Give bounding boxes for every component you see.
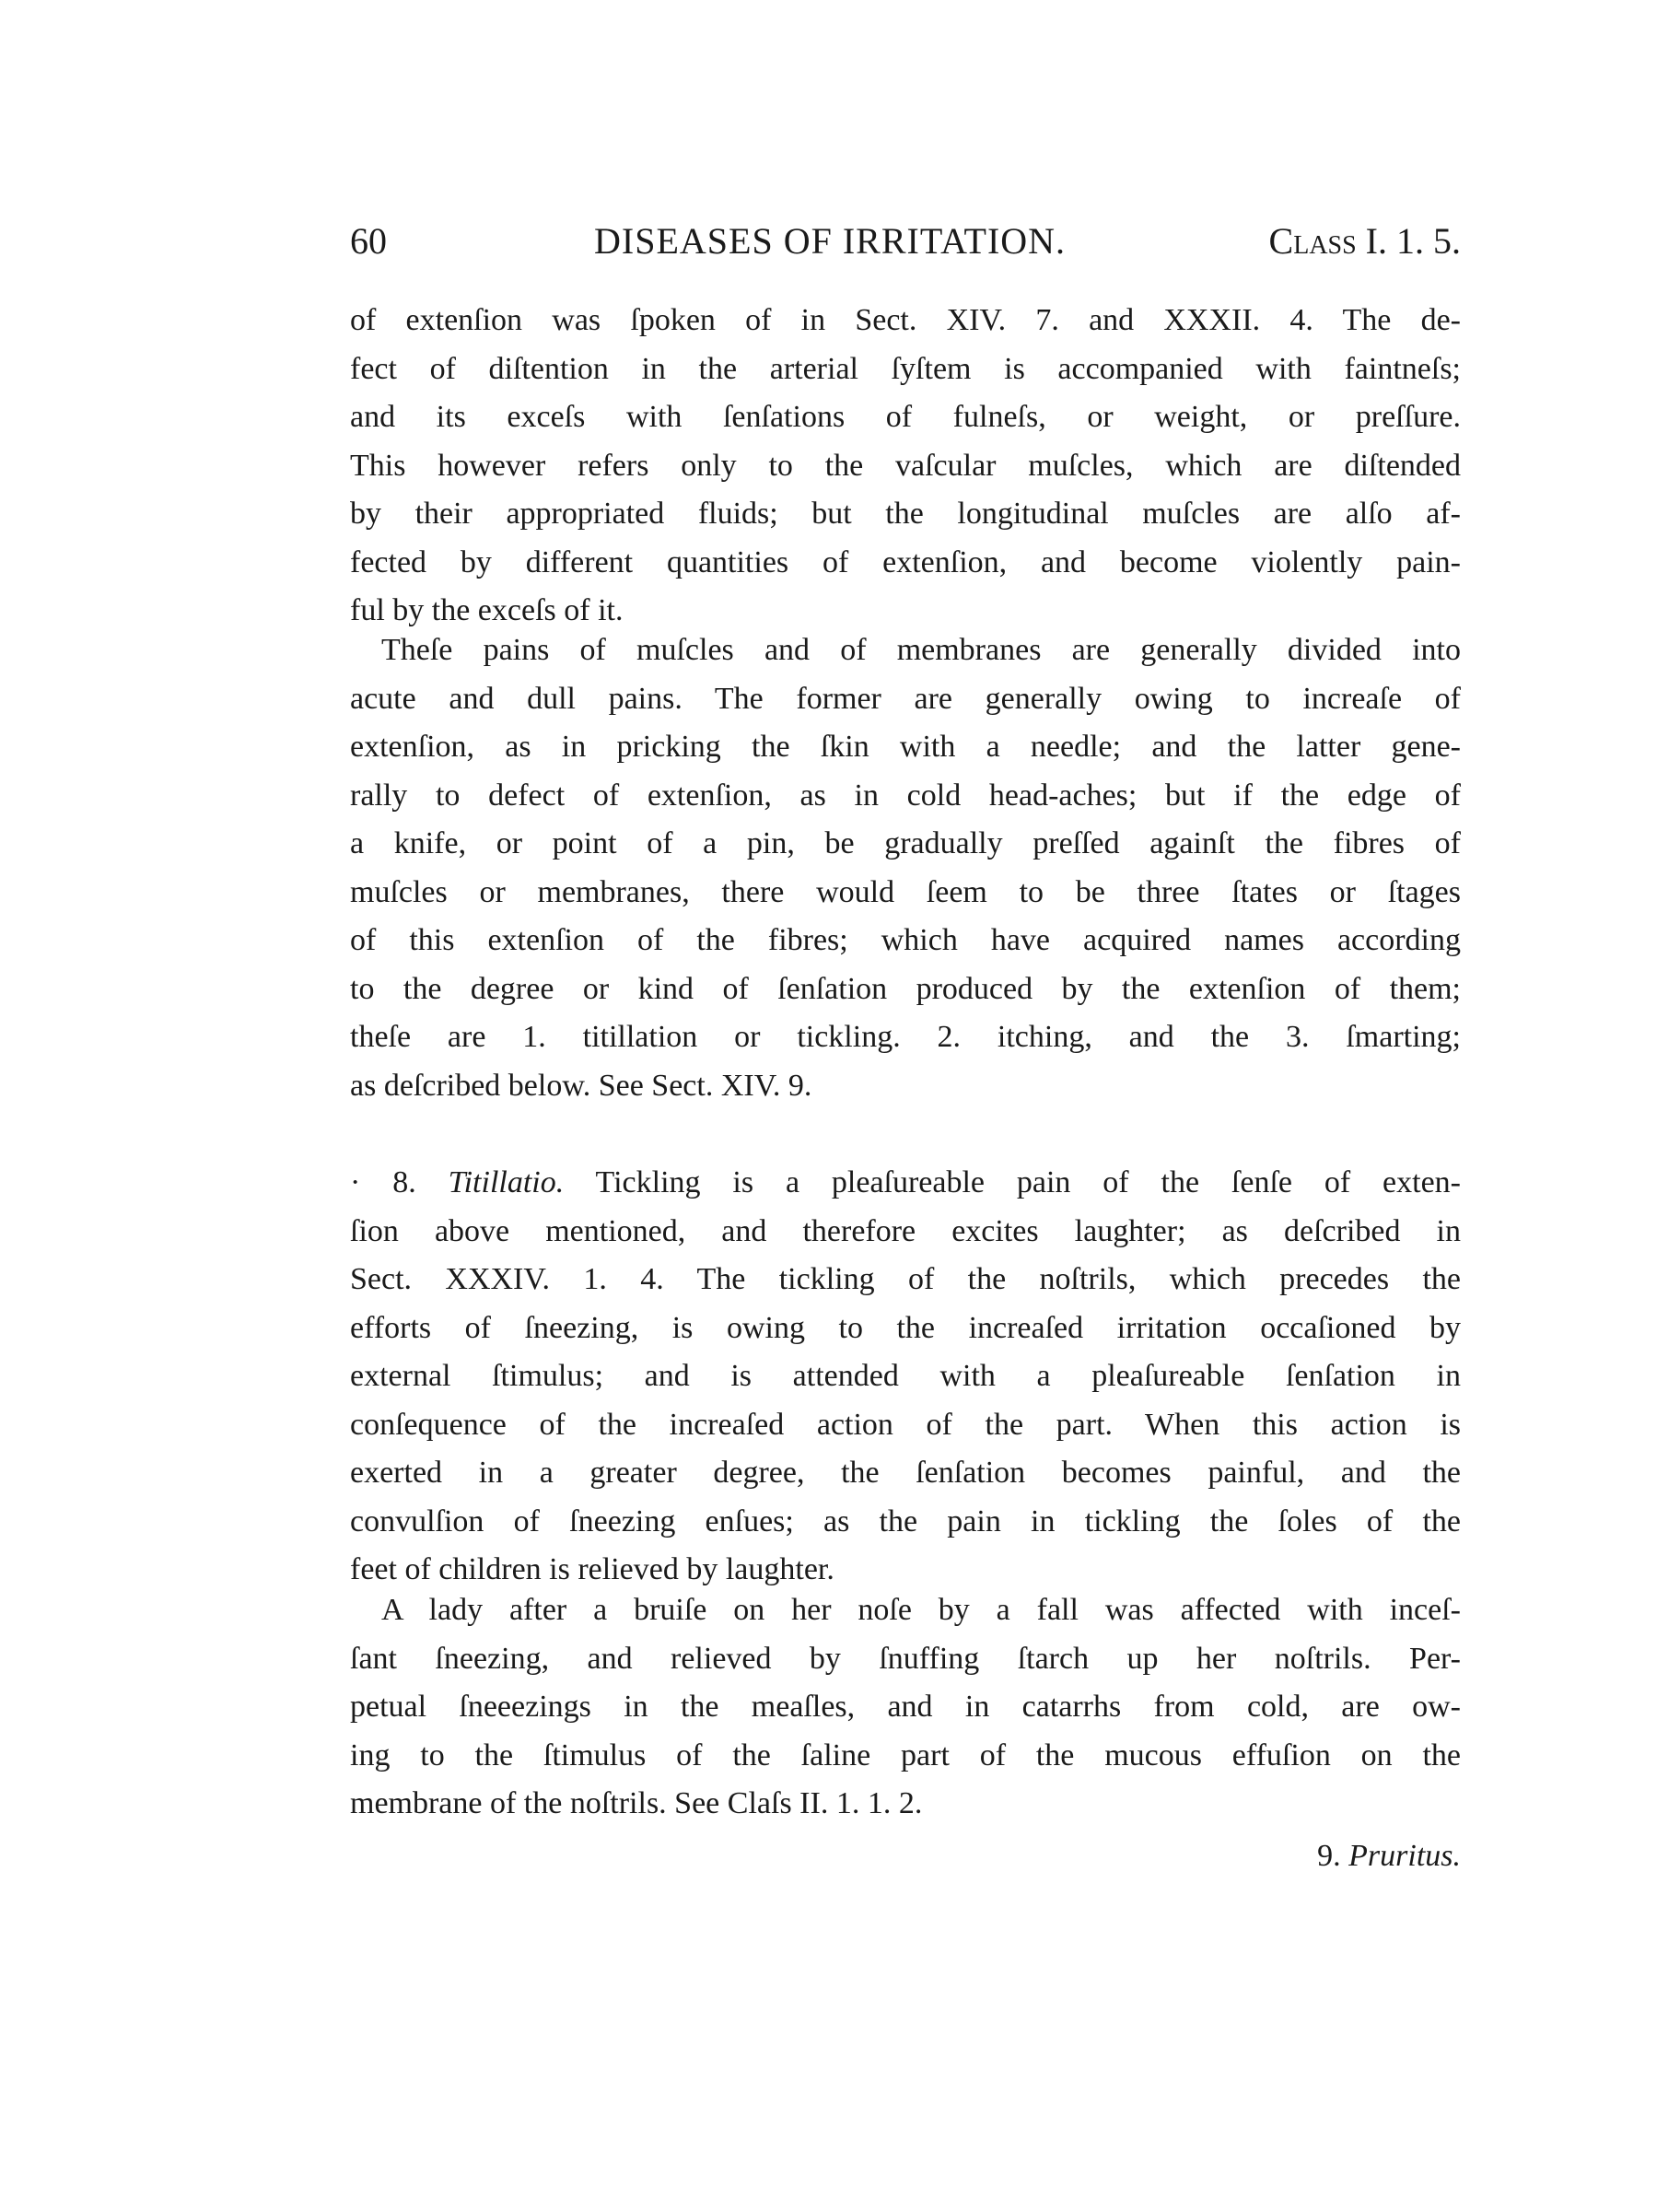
text-line: Sect. XXXIV. 1. 4. The tickling of the noſtrils, which precedes the xyxy=(350,1262,1461,1296)
text-line: This however refers only to the vaſcular muſcles, which are diſtended xyxy=(350,448,1461,483)
text-line: of this extenſion of the fibres; which have acquired names according xyxy=(350,923,1461,957)
paragraph-lady-case xyxy=(350,1586,1461,1829)
class-reference: Class I. 1. 5. xyxy=(1268,220,1461,262)
text-line: of extenſion was ſpoken of in Sect. XIV. 7. and XXXII. 4. The de- xyxy=(350,303,1461,337)
text-line: and its exceſs with ſenſations of fulneſs, or weight, or preſſure. xyxy=(350,400,1461,434)
text-line: convulſion of ſneezing enſues; as the pain in tickling the ſoles of the xyxy=(350,1503,1461,1538)
running-header xyxy=(350,219,1461,275)
catchword-term: Pruritus. xyxy=(1348,1839,1461,1873)
paragraph-titillatio xyxy=(350,1159,1461,1595)
text-line: extenſion, as in pricking the ſkin with a needle; and the latter gene- xyxy=(350,730,1461,764)
text-line: external ſtimulus; and is attended with a pleaſureable ſenſation in xyxy=(350,1359,1461,1393)
text-line: rally to defect of extenſion, as in cold head-aches; but if the edge of xyxy=(350,778,1461,813)
page-number: 60 xyxy=(350,220,387,262)
text-line: to the degree or kind of ſenſation produced by the extenſion of them; xyxy=(350,971,1461,1006)
catchword-number: 9. xyxy=(1317,1839,1341,1873)
paragraph-continuation xyxy=(350,297,1461,636)
text-line: membrane of the noſtrils. See Claſs II. 1. 1. 2. xyxy=(350,1786,923,1820)
paragraph-pains xyxy=(350,626,1461,1110)
running-title: DISEASES OF IRRITATION. xyxy=(594,220,1067,262)
section-marker: · xyxy=(350,1165,361,1199)
text-line: by their appropriated fluids; but the longitudinal muſcles are alſo af- xyxy=(350,497,1461,531)
text-line: exerted in a greater degree, the ſenſation becomes painful, and the xyxy=(350,1456,1461,1490)
text-line: ing to the ſtimulus of the ſaline part of the mucous effuſion on the xyxy=(350,1737,1461,1772)
section-number: 8. xyxy=(392,1165,416,1199)
text-line: feet of children is relieved by laughter. xyxy=(350,1552,834,1586)
text-line: fected by different quantities of extenſion, and become violently pain- xyxy=(350,544,1461,579)
text-line: theſe are 1. titillation or tickling. 2. itching, and the 3. ſmarting; xyxy=(350,1020,1461,1054)
text-line: fect of diſtention in the arterial ſyſtem is accompanied with faintneſs; xyxy=(350,351,1461,386)
line-text: Tickling is a pleaſureable pain of the ſenſe of exten- xyxy=(595,1165,1461,1199)
text-line: petual ſneeezings in the meaſles, and in catarrhs from cold, are ow- xyxy=(350,1690,1461,1724)
text-line: acute and dull pains. The former are generally owing to increaſe of xyxy=(350,681,1461,716)
text-line: A lady after a bruiſe on her noſe by a fall was affected with inceſ- xyxy=(381,1593,1461,1627)
text-line: a knife, or point of a pin, be gradually preſſed againſt the fibres of xyxy=(350,826,1461,860)
text-line: ſant ſneezing, and relieved by ſnuffing ſtarch up her noſtrils. Per- xyxy=(350,1641,1461,1676)
text-line: Theſe pains of muſcles and of membranes are generally divided into xyxy=(381,633,1461,667)
text-line: muſcles or membranes, there would ſeem to be three ſtates or ſtages xyxy=(350,874,1461,909)
text-line: conſequence of the increaſed action of the part. When this action is xyxy=(350,1407,1461,1442)
text-line: as deſcribed below. See Sect. XIV. 9. xyxy=(350,1068,812,1103)
text-line xyxy=(350,1159,1461,1208)
catchword xyxy=(1317,1839,1461,1874)
text-line: efforts of ſneezing, is owing to the increaſed irritation occaſioned by xyxy=(350,1310,1461,1345)
text-line: ful by the exceſs of it. xyxy=(350,593,624,627)
section-term: Titillatio. xyxy=(448,1165,565,1199)
text-line: ſion above mentioned, and therefore excites laughter; as deſcribed in xyxy=(350,1213,1461,1248)
